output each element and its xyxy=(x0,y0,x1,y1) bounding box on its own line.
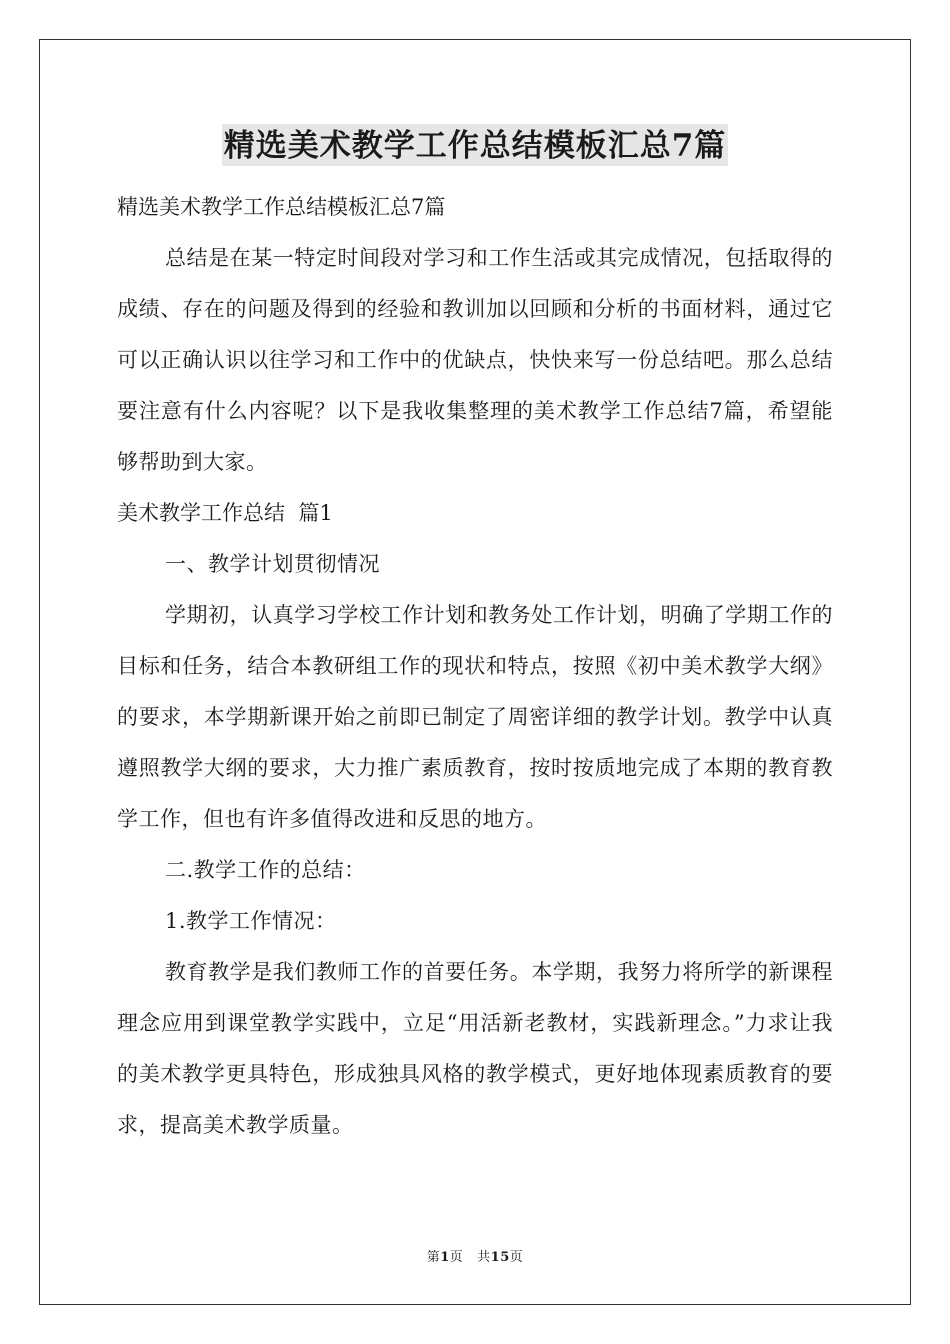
document-title xyxy=(0,124,950,166)
footer-page-number: 1 xyxy=(440,1250,450,1265)
work-status-paragraph: 教育教学是我们教师工作的首要任务。本学期，我努力将所学的新课程理念应用到课堂教学实践中，立足“用活新老教材，实践新理念。”力求让我的美术教学更具特色，形成独具风格的教学模式，更好地体现素质教育的要求，提高美术教学质量。 xyxy=(117,960,833,1137)
section-heading: 美术教学工作总结 篇1 xyxy=(117,501,333,525)
footer-suffix: 页 xyxy=(509,1250,524,1265)
heading-work-status: 1.教学工作情况： xyxy=(165,909,337,933)
footer-prefix: 第 xyxy=(426,1250,441,1265)
heading-teaching-plan: 一、教学计划贯彻情况 xyxy=(165,552,380,576)
teaching-plan-paragraph: 学期初，认真学习学校工作计划和教务处工作计划，明确了学期工作的目标和任务，结合本教研组工作的现状和特点，按照《初中美术教学大纲》的要求，本学期新课开始之前即已制定了周密详细的教学计划。教学中认真遵照教学大纲的要求，大力推广素质教育，按时按质地完成了本期的教育教学工作，但也有许多值得改进和反思的地方。 xyxy=(117,603,833,831)
footer-mid: 页 共 xyxy=(449,1250,491,1265)
document-title-text: 精选美术教学工作总结模板汇总7篇 xyxy=(222,124,729,166)
document-subtitle: 精选美术教学工作总结模板汇总7篇 xyxy=(117,195,446,219)
intro-paragraph: 总结是在某一特定时间段对学习和工作生活或其完成情况，包括取得的成绩、存在的问题及得到的经验和教训加以回顾和分析的书面材料，通过它可以正确认识以往学习和工作中的优缺点，快快来写一份总结吧。那么总结要注意有什么内容呢？以下是我收集整理的美术教学工作总结7篇，希望能够帮助到大家。 xyxy=(117,246,833,474)
page-footer xyxy=(0,1246,950,1265)
heading-work-summary: 二.教学工作的总结： xyxy=(165,858,366,882)
document-body xyxy=(117,182,833,1151)
footer-total-pages: 15 xyxy=(490,1250,510,1265)
